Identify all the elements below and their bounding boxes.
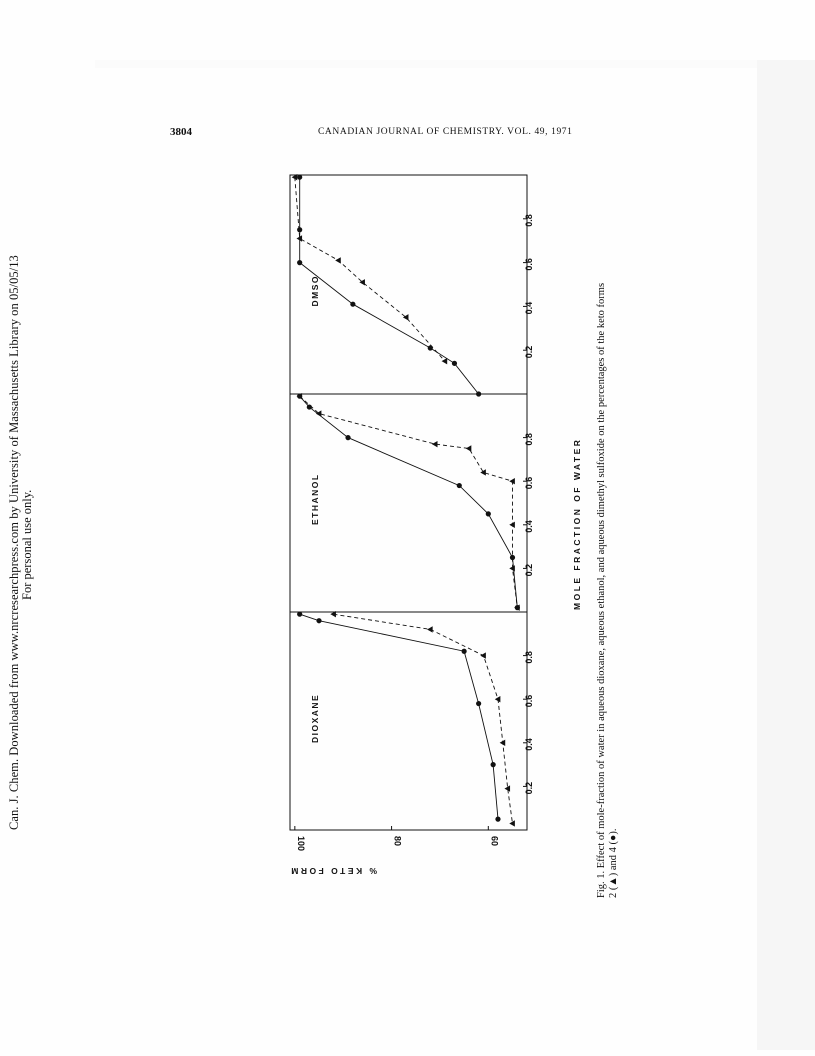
data-point-triangle: [495, 696, 501, 702]
data-point-circle: [297, 394, 302, 399]
data-point-circle: [350, 302, 355, 307]
y-axis-title: % KETO FORM: [288, 866, 377, 876]
x-axis-title: MOLE FRACTION OF WATER: [572, 437, 582, 610]
series-line-solid: [300, 614, 498, 819]
plot-frame: [290, 175, 527, 830]
data-point-circle: [476, 701, 481, 706]
data-point-triangle: [442, 358, 448, 364]
data-point-circle: [452, 361, 457, 366]
data-point-circle: [297, 175, 302, 180]
caption-line-1: Fig. 1. Effect of mole-fraction of water in aqueous dioxane, aqueous ethanol, and aqueous dimethyl sulfoxide on the percentages of the keto forms: [596, 282, 607, 898]
data-point-circle: [345, 435, 350, 440]
x-tick-label: 0.2: [524, 781, 534, 795]
data-point-circle: [495, 817, 500, 822]
page-number: 3804: [170, 126, 192, 138]
personal-use-notice: For personal use only.: [20, 489, 34, 600]
panel-label-dioxane: DIOXANE: [310, 693, 320, 743]
y-tick-label: 60: [489, 836, 500, 847]
data-point-triangle: [509, 522, 515, 528]
data-point-triangle: [335, 257, 341, 263]
x-tick-label: 0.4: [524, 738, 534, 751]
data-point-circle: [297, 227, 302, 232]
data-point-triangle: [466, 445, 472, 451]
chart-marks: [292, 174, 520, 827]
download-watermark: Can. J. Chem. Downloaded from www.nrcresearchpress.com by University of Massachusetts Library on 05/05/13: [7, 255, 21, 830]
series-line-dashed: [334, 614, 513, 823]
x-tick-label: 0.6: [524, 258, 534, 271]
x-tick-label: 0.6: [524, 694, 534, 708]
chart-labels: [289, 214, 582, 876]
data-point-circle: [457, 483, 462, 488]
series-line-dashed: [300, 396, 518, 607]
data-point-circle: [307, 404, 312, 409]
panel-label-dmso: DMSO: [310, 275, 320, 307]
data-point-triangle: [432, 441, 438, 447]
y-tick-label: 100: [295, 836, 306, 852]
series-line-solid: [300, 177, 479, 394]
data-point-triangle: [480, 652, 486, 658]
figure-frame: [290, 175, 527, 830]
data-point-triangle: [500, 740, 506, 746]
data-point-triangle: [509, 820, 515, 826]
x-tick-label: 0.2: [524, 563, 534, 577]
x-tick-label: 0.8: [524, 214, 534, 227]
data-point-circle: [462, 649, 467, 654]
data-point-circle: [486, 511, 491, 516]
data-point-triangle: [480, 469, 486, 475]
x-tick-label: 0.8: [524, 433, 534, 446]
data-point-circle: [515, 605, 520, 610]
data-point-circle: [297, 260, 302, 265]
data-point-circle: [476, 391, 481, 396]
series-line-dashed: [295, 177, 445, 361]
x-tick-label: 0.4: [524, 520, 534, 533]
x-tick-label: 0.8: [524, 651, 534, 664]
figure-caption: [596, 283, 620, 898]
journal-header: CANADIAN JOURNAL OF CHEMISTRY. VOL. 49, 1971: [318, 127, 573, 137]
x-tick-label: 0.2: [524, 345, 534, 359]
data-point-circle: [510, 555, 515, 560]
x-tick-label: 0.4: [524, 301, 534, 315]
series-line-solid: [300, 396, 518, 607]
data-point-circle: [316, 618, 321, 623]
y-tick-label: 80: [392, 836, 403, 847]
data-point-circle: [428, 345, 433, 350]
panel-label-ethanol: ETHANOL: [310, 473, 320, 525]
x-tick-label: 0.6: [524, 476, 534, 490]
data-point-circle: [491, 762, 496, 767]
caption-line-2: 2 (▲) and 4 (●).: [608, 828, 619, 898]
data-point-triangle: [427, 626, 433, 632]
data-point-circle: [297, 612, 302, 617]
